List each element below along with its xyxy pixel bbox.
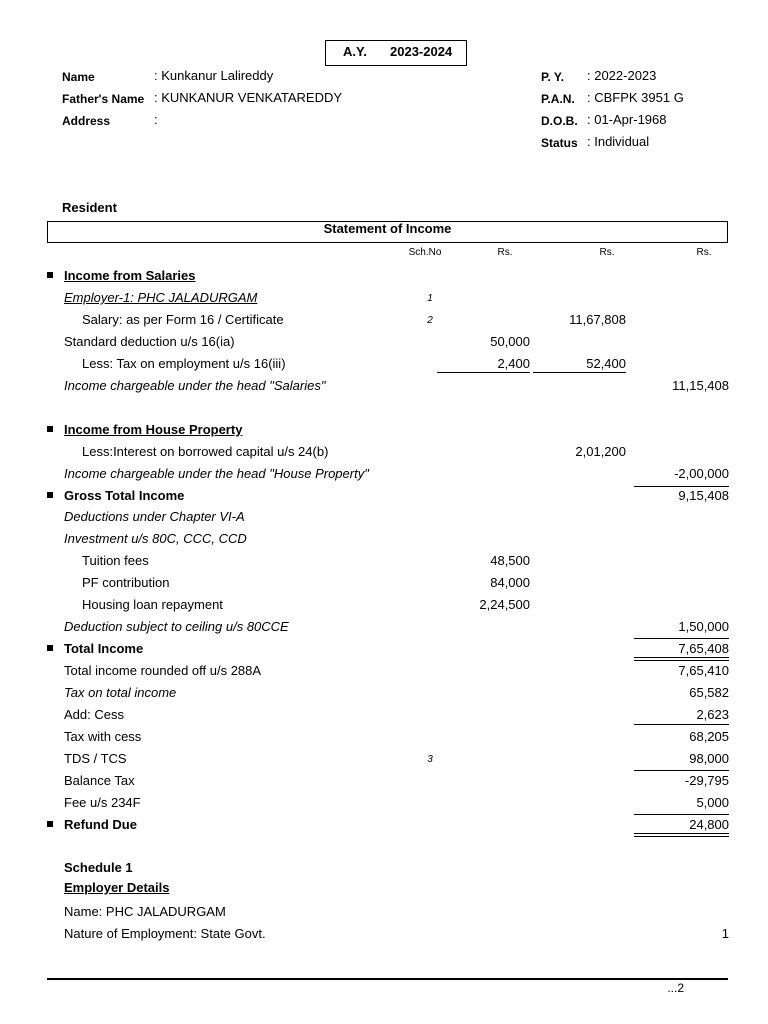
bullet-marker bbox=[47, 492, 53, 498]
column-header-rs-2: Rs. bbox=[599, 247, 615, 258]
house-property-heading: Income from House Property bbox=[64, 422, 243, 437]
father-name-value: : KUNKANUR VENKATAREDDY bbox=[154, 90, 343, 105]
residency-status: Resident bbox=[62, 200, 117, 215]
column-header-rs-1: Rs. bbox=[497, 247, 513, 258]
gross-total-income-label: Gross Total Income bbox=[64, 488, 185, 503]
gross-total-income-amount: 9,15,408 bbox=[678, 488, 729, 503]
status-label: Status bbox=[541, 136, 578, 150]
employer-details-heading: Employer Details bbox=[64, 880, 170, 895]
tds-tcs-label: TDS / TCS bbox=[64, 751, 127, 766]
double-underline bbox=[634, 833, 729, 837]
tds-tcs-amount: 98,000 bbox=[689, 751, 729, 766]
pan-label: P.A.N. bbox=[541, 92, 575, 106]
address-value: : bbox=[154, 112, 158, 127]
salaries-chargeable-amount: 11,15,408 bbox=[672, 378, 729, 393]
ay-value: 2023-2024 bbox=[390, 44, 453, 59]
tax-on-employment-label: Less: Tax on employment u/s 16(iii) bbox=[82, 356, 286, 371]
standard-deduction-label: Standard deduction u/s 16(ia) bbox=[64, 334, 235, 349]
underline-divider bbox=[634, 770, 729, 771]
fee-234f-label: Fee u/s 234F bbox=[64, 795, 141, 810]
total-income-amount: 7,65,408 bbox=[678, 641, 729, 656]
employer-sch-no: 1 bbox=[427, 293, 433, 304]
dob-value: : 01-Apr-1968 bbox=[587, 112, 667, 127]
father-name-label: Father's Name bbox=[62, 92, 145, 106]
salaries-chargeable-label: Income chargeable under the head "Salaries" bbox=[64, 378, 326, 393]
balance-tax-amount: -29,795 bbox=[684, 773, 729, 788]
total-income-label: Total Income bbox=[64, 641, 144, 656]
ay-label: A.Y. bbox=[343, 44, 367, 59]
status-value: : Individual bbox=[587, 134, 650, 149]
refund-due-amount: 24,800 bbox=[689, 817, 729, 832]
schedule-1-title: Schedule 1 bbox=[64, 860, 133, 875]
name-label: Name bbox=[62, 70, 95, 84]
housing-loan-repayment-amount: 2,24,500 bbox=[479, 597, 530, 612]
employer-count: 1 bbox=[721, 926, 729, 941]
underline-divider bbox=[634, 638, 729, 639]
pf-contribution-label: PF contribution bbox=[82, 575, 170, 590]
tax-on-total-income-amount: 65,582 bbox=[689, 685, 729, 700]
employer-line: Employer-1: PHC JALADURGAM bbox=[64, 290, 258, 305]
statement-title: Statement of Income bbox=[323, 221, 452, 236]
salaries-heading: Income from Salaries bbox=[64, 268, 196, 283]
housing-loan-repayment-label: Housing loan repayment bbox=[82, 597, 223, 612]
pf-contribution-amount: 84,000 bbox=[490, 575, 530, 590]
house-property-chargeable-label: Income chargeable under the head "House Property" bbox=[64, 466, 369, 481]
underline-divider bbox=[634, 724, 729, 725]
interest-borrowed-capital-amount: 2,01,200 bbox=[575, 444, 626, 459]
underline-divider bbox=[634, 486, 729, 487]
tds-tcs-sch-no: 3 bbox=[427, 754, 433, 765]
bullet-marker bbox=[47, 426, 53, 432]
standard-deduction-amount: 50,000 bbox=[490, 334, 530, 349]
tuition-fees-label: Tuition fees bbox=[82, 553, 149, 568]
salary-label: Salary: as per Form 16 / Certificate bbox=[82, 312, 284, 327]
nature-of-employment: Nature of Employment: State Govt. bbox=[64, 926, 266, 941]
page-continuation-marker: ...2 bbox=[667, 981, 684, 995]
employer-name: Name: PHC JALADURGAM bbox=[64, 904, 226, 919]
py-label: P. Y. bbox=[541, 70, 564, 84]
tax-with-cess-label: Tax with cess bbox=[64, 729, 142, 744]
salary-sch-no: 2 bbox=[427, 315, 433, 326]
name-value: : Kunkanur Lalireddy bbox=[154, 68, 274, 83]
refund-due-label: Refund Due bbox=[64, 817, 137, 832]
column-header-sch-no: Sch.No bbox=[408, 247, 442, 258]
cess-label: Add: Cess bbox=[64, 707, 124, 722]
ceiling-80cce-label: Deduction subject to ceiling u/s 80CCE bbox=[64, 619, 289, 634]
balance-tax-label: Balance Tax bbox=[64, 773, 135, 788]
rounded-income-amount: 7,65,410 bbox=[678, 663, 729, 678]
dob-label: D.O.B. bbox=[541, 114, 578, 128]
salary-deductions-total: 52,400 bbox=[586, 356, 626, 371]
address-label: Address bbox=[62, 114, 111, 128]
interest-borrowed-capital-label: Less:Interest on borrowed capital u/s 24(b) bbox=[82, 444, 329, 459]
tax-with-cess-amount: 68,205 bbox=[689, 729, 729, 744]
chapter-via-label: Deductions under Chapter VI-A bbox=[64, 509, 245, 524]
bullet-marker bbox=[47, 272, 53, 278]
underline-divider bbox=[437, 372, 530, 373]
bullet-marker bbox=[47, 821, 53, 827]
underline-divider bbox=[533, 372, 626, 373]
pan-value: : CBFPK 3951 G bbox=[587, 90, 684, 105]
bullet-marker bbox=[47, 645, 53, 651]
salary-amount: 11,67,808 bbox=[569, 312, 626, 327]
rounded-income-label: Total income rounded off u/s 288A bbox=[64, 663, 262, 678]
fee-234f-amount: 5,000 bbox=[696, 795, 729, 810]
tax-on-employment-amount: 2,400 bbox=[497, 356, 530, 371]
investment-80c-label: Investment u/s 80C, CCC, CCD bbox=[64, 531, 247, 546]
py-value: : 2022-2023 bbox=[587, 68, 657, 83]
column-header-rs-3: Rs. bbox=[696, 247, 712, 258]
house-property-chargeable-amount: -2,00,000 bbox=[674, 466, 729, 481]
double-underline bbox=[634, 657, 729, 661]
cess-amount: 2,623 bbox=[696, 707, 729, 722]
ceiling-80cce-amount: 1,50,000 bbox=[678, 619, 729, 634]
tax-on-total-income-label: Tax on total income bbox=[64, 685, 177, 700]
tuition-fees-amount: 48,500 bbox=[490, 553, 530, 568]
underline-divider bbox=[634, 814, 729, 815]
